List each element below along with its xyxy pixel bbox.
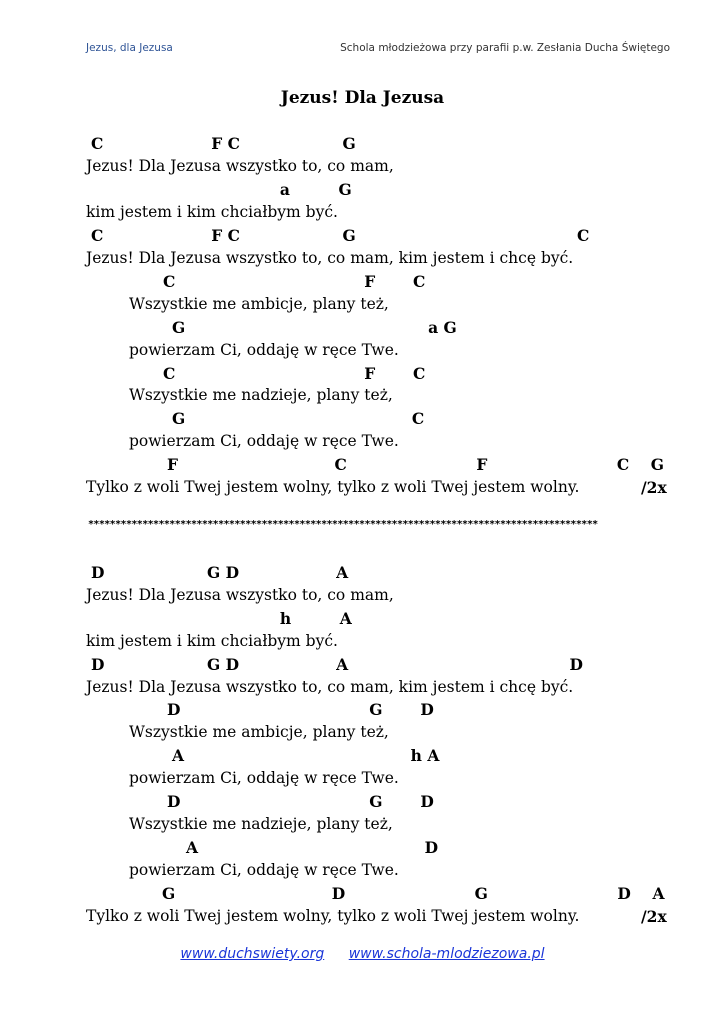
lyric-line: Wszystkie me nadzieje, plany też, xyxy=(129,815,393,833)
chord-line: h A xyxy=(91,609,352,628)
header-choir-name: Schola młodzieżowa przy parafii p.w. Zesłania Ducha Świętego xyxy=(340,42,670,54)
chord-line: C F C G C xyxy=(91,226,590,245)
chord-line: D G D A D xyxy=(91,655,583,674)
lyric-line: kim jestem i kim chciałbym być. xyxy=(86,203,338,221)
lyric-line: Jezus! Dla Jezusa wszystko to, co mam, kim jestem i chcę być. xyxy=(86,249,574,267)
chord-line: G D G D A xyxy=(162,884,665,903)
lyric-line: powierzam Ci, oddaję w ręce Twe. xyxy=(129,769,399,787)
lyric-line: Jezus! Dla Jezusa wszystko to, co mam, xyxy=(86,586,394,604)
section-separator: ********************************************************************************************** xyxy=(88,519,598,530)
lyric-line: Jezus! Dla Jezusa wszystko to, co mam, xyxy=(86,157,394,175)
chord-line: D G D xyxy=(167,792,434,811)
footer-link-schola[interactable]: www.schola-mlodziezowa.pl xyxy=(348,946,545,962)
chord-line: C F C G xyxy=(91,134,356,153)
lyric-line: powierzam Ci, oddaję w ręce Twe. xyxy=(129,861,399,879)
chord-line: A h A xyxy=(172,746,440,765)
chord-line: A D xyxy=(186,838,439,857)
header-song-title: Jezus, dla Jezusa xyxy=(86,42,173,54)
lyric-line: Wszystkie me ambicje, plany też, xyxy=(129,723,389,741)
lyric-line: Tylko z woli Twej jestem wolny, tylko z woli Twej jestem wolny. xyxy=(86,478,580,496)
page-title: Jezus! Dla Jezusa xyxy=(280,88,445,108)
chord-line: F C F C G xyxy=(167,455,665,474)
chord-line: G a G xyxy=(172,318,457,337)
chord-line: C F C xyxy=(163,272,426,291)
repeat-mark: /2x xyxy=(641,907,667,926)
repeat-mark: /2x xyxy=(641,478,667,497)
lyric-line: Wszystkie me nadzieje, plany też, xyxy=(129,386,393,404)
chord-line: D G D A xyxy=(91,563,349,582)
chord-line: a G xyxy=(91,180,352,199)
footer-links xyxy=(0,946,725,962)
lyric-line: Tylko z woli Twej jestem wolny, tylko z woli Twej jestem wolny. xyxy=(86,907,580,925)
chord-line: C F C xyxy=(163,364,426,383)
lyric-line: Jezus! Dla Jezusa wszystko to, co mam, kim jestem i chcę być. xyxy=(86,678,574,696)
lyric-line: powierzam Ci, oddaję w ręce Twe. xyxy=(129,432,399,450)
chord-line: G C xyxy=(172,409,425,428)
lyric-line: powierzam Ci, oddaję w ręce Twe. xyxy=(129,341,399,359)
chord-line: D G D xyxy=(167,700,434,719)
footer-link-duchswiety[interactable]: www.duchswiety.org xyxy=(180,946,325,962)
lyric-line: Wszystkie me ambicje, plany też, xyxy=(129,295,389,313)
lyric-line: kim jestem i kim chciałbym być. xyxy=(86,632,338,650)
